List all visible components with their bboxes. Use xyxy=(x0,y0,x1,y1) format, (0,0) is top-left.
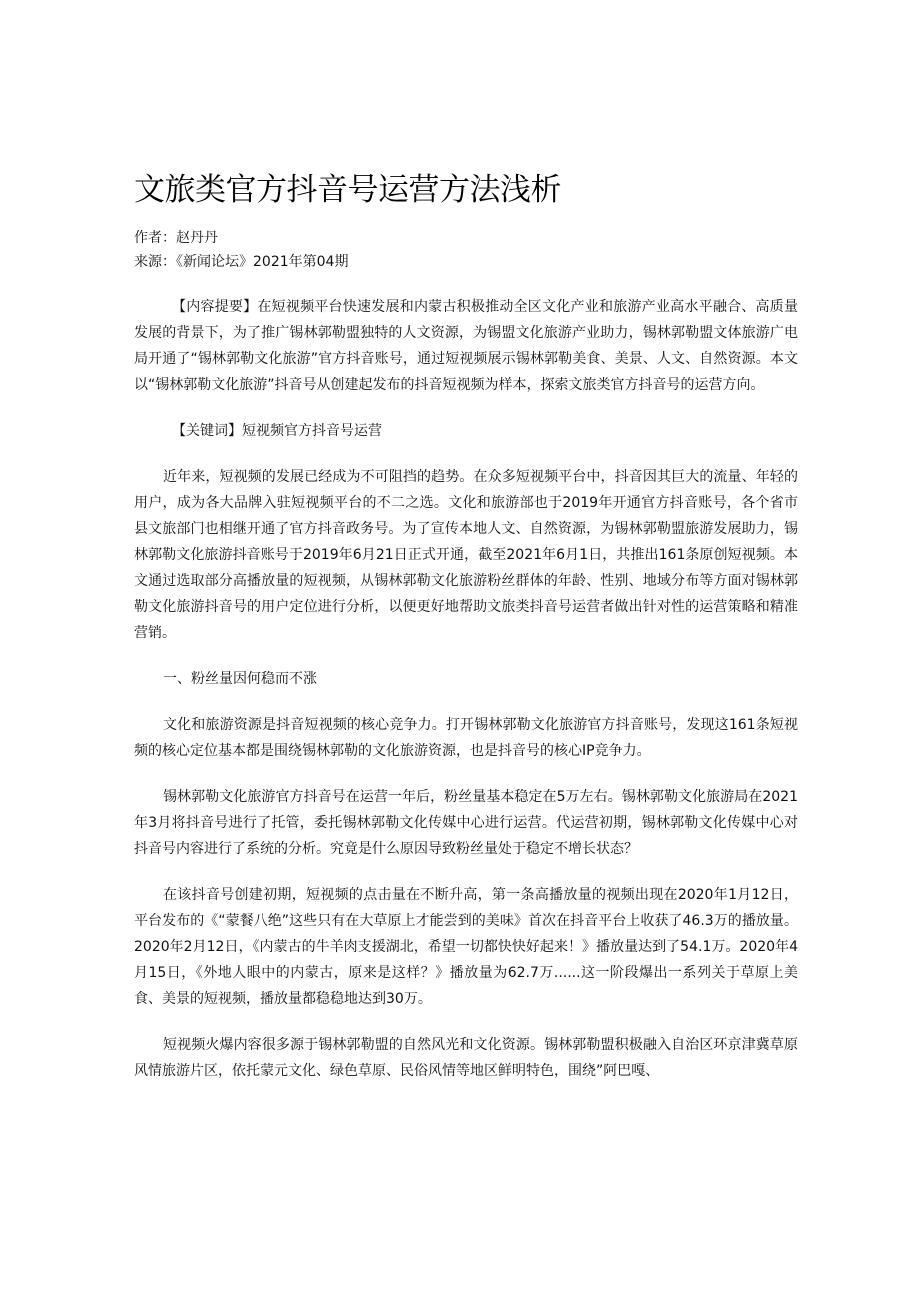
body-paragraph-3: 锡林郭勒文化旅游官方抖音号在运营一年后，粉丝量基本稳定在5万左右。锡林郭勒文化旅游局在2021年3月将抖音号进行了托管，委托锡林郭勒文化传媒中心进行运营。代运营初期，锡林郭勒文化传媒中心对抖音号内容进行了系统的分析。究竟是什么原因导致粉丝量处于稳定不增长状态？ xyxy=(134,789,798,857)
article-title: 文旅类官方抖音号运营方法浅析 xyxy=(134,172,561,208)
section-heading-1: 一、粉丝量因何稳而不涨 xyxy=(163,671,317,687)
body-paragraph-5: 短视频火爆内容很多源于锡林郭勒盟的自然风光和文化资源。锡林郭勒盟积极融入自治区环京津冀草原风情旅游片区，依托蒙元文化、绿色草原、民俗风情等地区鲜明特色，围绕”阿巴嘎、 xyxy=(134,1037,798,1079)
body-paragraph-4: 在该抖音号创建初期，短视频的点击量在不断升高，第一条高播放量的视频出现在2020年1月12日，平台发布的《“蒙餐八绝”这些只有在大草原上才能尝到的美味》首次在抖音平台上收获了46.3万的播放量。2020年2月12日，《内蒙古的牛羊肉支援湖北，希望一切都快快好起来！》播放量达到了54.1万。2020年4月15日，《外地人眼中的内蒙古，原来是这样？》播放量为62.7万......这一阶段爆出一系列关于草原上美食、美景的短视频，播放量都稳稳地达到30万。 xyxy=(134,887,798,1007)
body-paragraph-1: 近年来，短视频的发展已经成为不可阻挡的趋势。在众多短视频平台中，抖音因其巨大的流量、年轻的用户，成为各大品牌入驻短视频平台的不二之选。文化和旅游部也于2019年开通官方抖音账号，各个省市县文旅部门也相继开通了官方抖音政务号。为了宣传本地人文、自然资源，为锡林郭勒盟旅游发展助力，锡林郭勒文化旅游抖音账号于2019年6月21日正式开通，截至2021年6月1日，共推出161条原创短视频。本文通过选取部分高播放量的短视频，从锡林郭勒文化旅游粉丝群体的年龄、性别、地域分布等方面对锡林郭勒文化旅游抖音号的用户定位进行分析，以便更好地帮助文旅类抖音号运营者做出针对性的运营策略和精准营销。 xyxy=(134,469,798,641)
abstract-paragraph: 【内容提要】在短视频平台快速发展和内蒙古积极推动全区文化产业和旅游产业高水平融合、高质量发展的背景下，为了推广锡林郭勒盟独特的人文资源，为锡盟文化旅游产业助力，锡林郭勒盟文体旅游广电局开通了“锡林郭勒文化旅游”官方抖音账号，通过短视频展示锡林郭勒美食、美景、人文、自然资源。本文以“锡林郭勒文化旅游”抖音号从创建起发布的抖音短视频为样本，探索文旅类官方抖音号的运营方向。 xyxy=(134,299,798,393)
article-page xyxy=(134,168,798,1104)
body-paragraph-2: 文化和旅游资源是抖音短视频的核心竞争力。打开锡林郭勒文化旅游官方抖音账号，发现这161条短视频的核心定位基本都是围绕锡林郭勒的文化旅游资源，也是抖音号的核心IP竞争力。 xyxy=(134,717,798,759)
source-line: 来源：《新闻论坛》2021年第04期 xyxy=(134,254,349,270)
article-meta xyxy=(134,226,798,274)
keywords-line: 【关键词】短视频官方抖音号运营 xyxy=(172,423,382,439)
author-line: 作者：赵丹丹 xyxy=(134,230,218,246)
